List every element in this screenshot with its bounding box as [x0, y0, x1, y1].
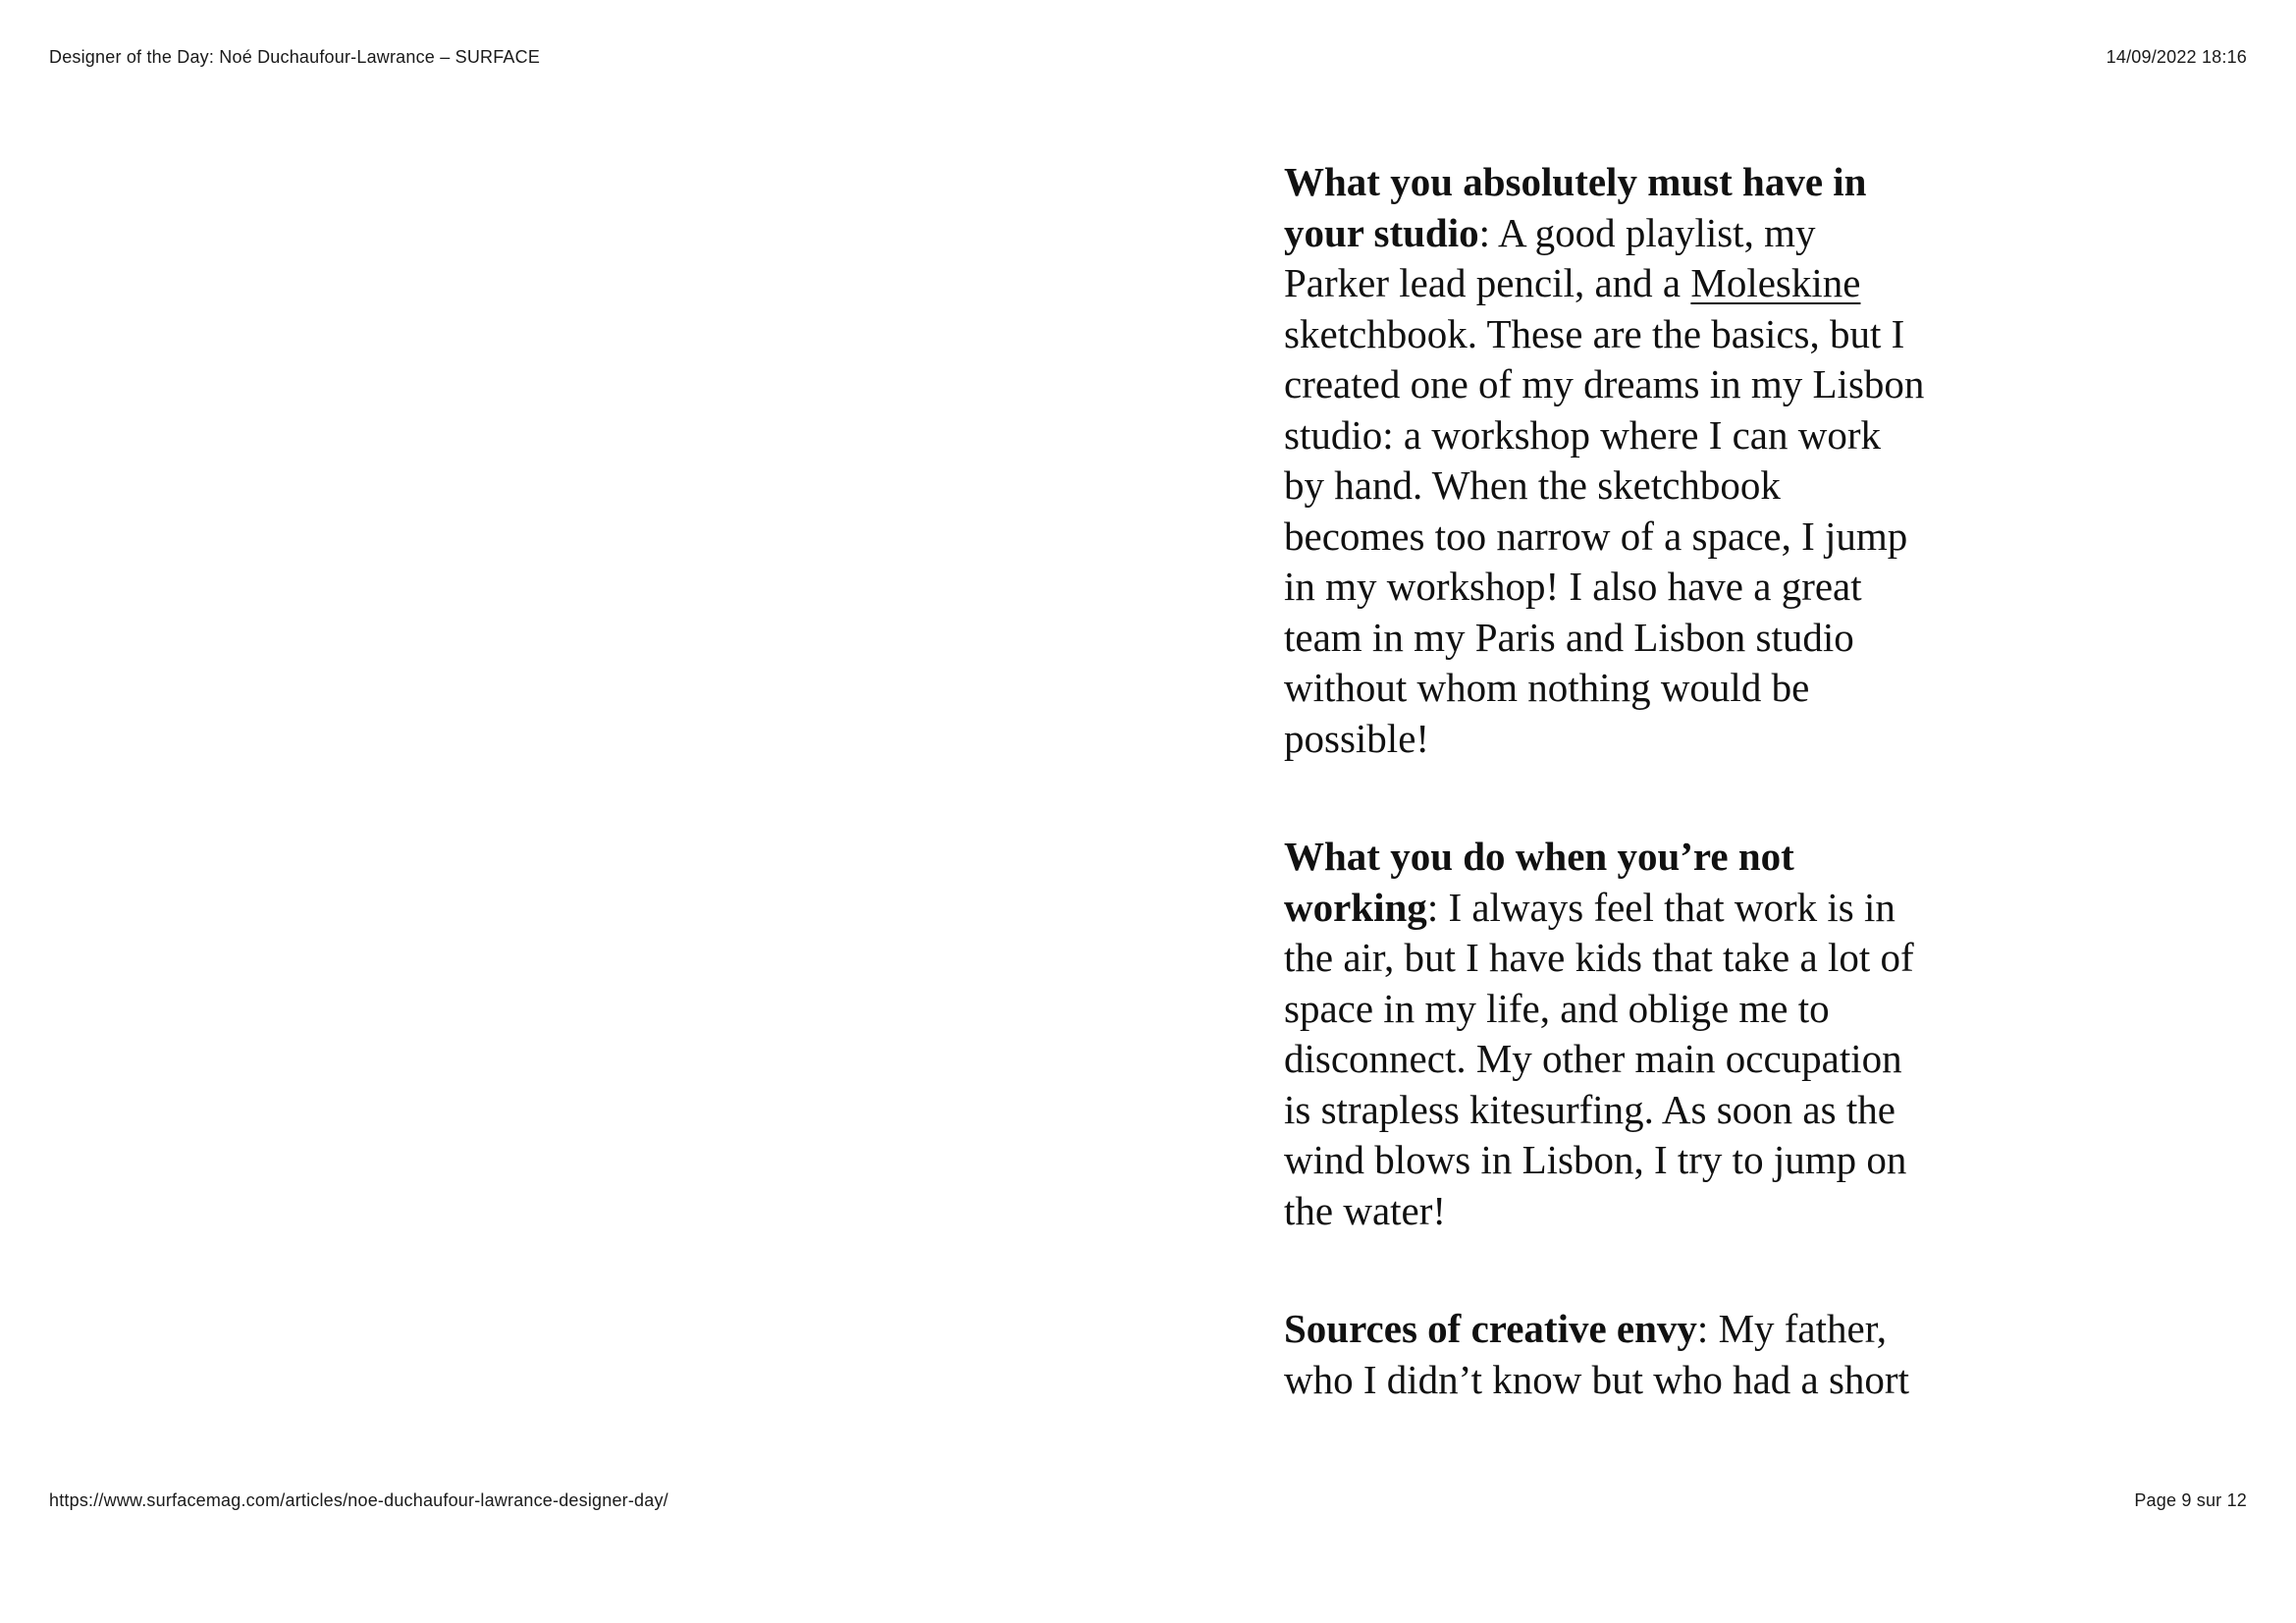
answer-text: who I didn’t know but who had a short	[1284, 1356, 1909, 1402]
answer-text: by hand. When the sketchbook	[1284, 462, 1781, 508]
answer-text: the water!	[1284, 1187, 1447, 1233]
answer-text: team in my Paris and Lisbon studio	[1284, 614, 1854, 660]
print-timestamp: 14/09/2022 18:16	[2106, 47, 2247, 67]
question-label: What you absolutely must have in	[1284, 159, 1867, 204]
answer-text: the air, but I have kids that take a lot of	[1284, 935, 1914, 980]
question-label: What you do when you’re not	[1284, 834, 1794, 879]
page-url: https://www.surfacemag.com/articles/noe-duchaufour-lawrance-designer-day/	[49, 1490, 668, 1510]
qa-not-working	[1284, 832, 1971, 1236]
question-label: your studio	[1284, 209, 1479, 255]
answer-text: possible!	[1284, 715, 1430, 761]
answer-text: : My father,	[1696, 1306, 1887, 1351]
answer-text: sketchbook. These are the basics, but I	[1284, 310, 1905, 356]
question-label: Sources of creative envy	[1284, 1306, 1697, 1351]
answer-text: Parker lead pencil, and a	[1284, 260, 1691, 305]
qa-creative-envy	[1284, 1304, 1971, 1405]
answer-text: disconnect. My other main occupation	[1284, 1036, 1902, 1081]
document-title: Designer of the Day: Noé Duchaufour-Lawrance – SURFACE	[49, 47, 541, 67]
answer-text: wind blows in Lisbon, I try to jump on	[1284, 1137, 1907, 1182]
answer-text: is strapless kitesurfing. As soon as the	[1284, 1086, 1896, 1132]
answer-text: studio: a workshop where I can work	[1284, 411, 1882, 458]
question-label: working	[1284, 884, 1427, 930]
answer-text: created one of my dreams in my Lisbon	[1284, 361, 1925, 406]
answer-text: becomes too narrow of a space, I jump	[1284, 513, 1908, 559]
answer-text: without whom nothing would be	[1284, 665, 1810, 710]
print-footer	[49, 1490, 2247, 1511]
print-header	[49, 47, 2247, 68]
answer-text: space in my life, and oblige me to	[1284, 985, 1830, 1031]
answer-text: : I always feel that work is in	[1426, 884, 1896, 930]
page-number: Page 9 sur 12	[2134, 1490, 2247, 1510]
answer-text: : A good playlist, my	[1478, 209, 1816, 255]
article-body	[1284, 157, 1971, 1473]
qa-studio-essentials	[1284, 157, 1971, 764]
moleskine-link[interactable]: Moleskine	[1690, 260, 1861, 305]
answer-text: in my workshop! I also have a great	[1284, 564, 1862, 609]
